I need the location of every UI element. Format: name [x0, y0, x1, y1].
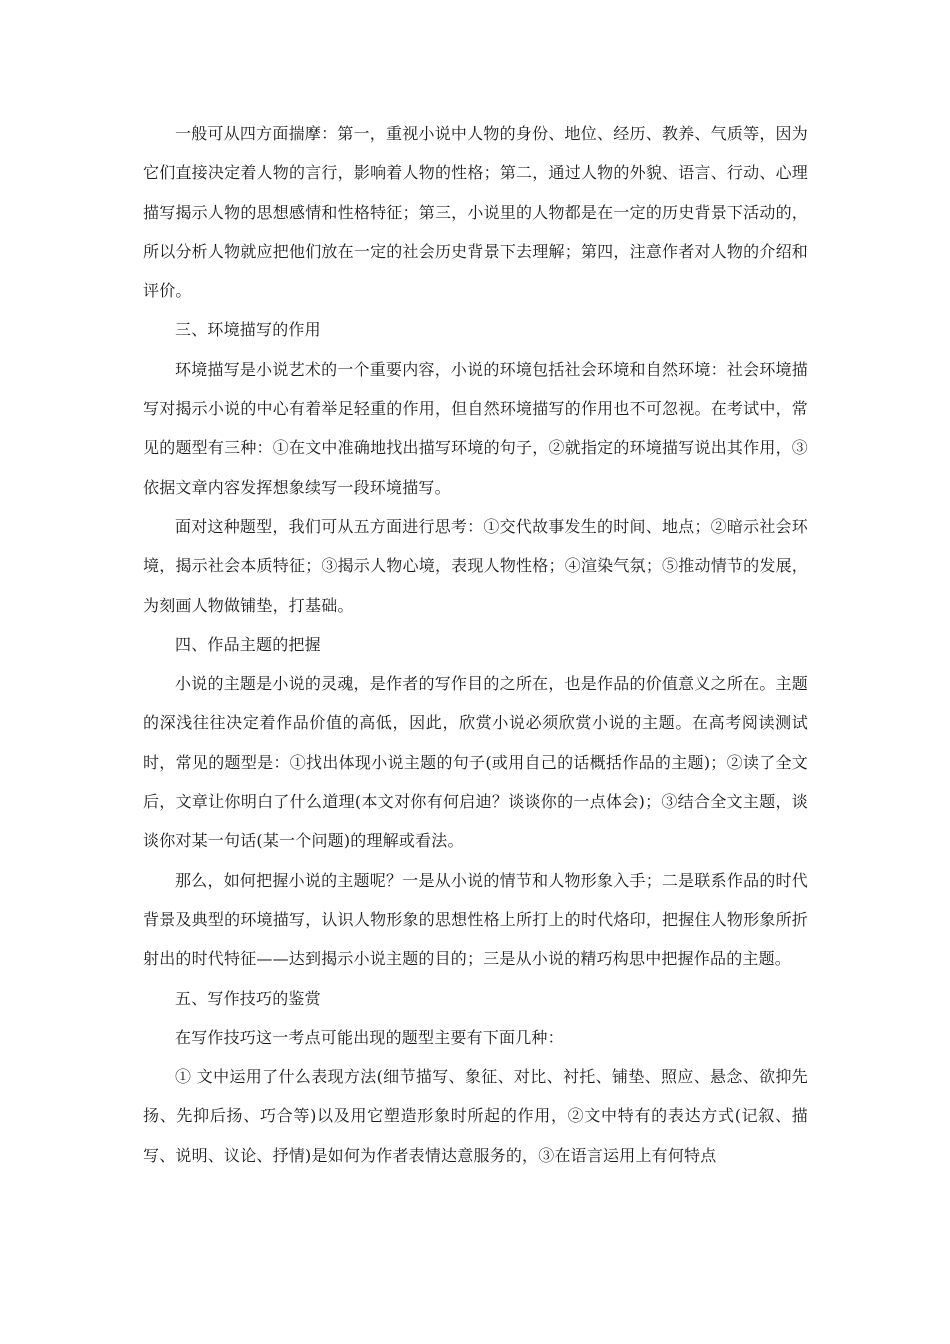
paragraph-character-analysis: 一般可从四方面揣摩：第一，重视小说中人物的身份、地位、经历、教养、气质等，因为它们直接决定着人物的言行，影响着人物的性格；第二，通过人物的外貌、语言、行动、心理描写揭示人物的思想感情和性格特征；第三，小说里的人物都是在一定的历史背景下活动的，所以分析人物就应把他们放在一定的社会历史背景下去理解；第四，注意作者对人物的介绍和评价。 — [143, 124, 808, 301]
section-heading-environment: 三、环境描写的作用 — [175, 320, 321, 340]
section-heading-technique: 五、写作技巧的鉴赏 — [175, 988, 321, 1008]
paragraph-environment-intro: 环境描写是小说艺术的一个重要内容，小说的环境包括社会环境和自然环境：社会环境描写对揭示小说的中心有着举足轻重的作用，但自然环境描写的作用也不可忽视。在考试中，常见的题型有三种：①在文中准确地找出描写环境的句子，②就指定的环境描写说出其作用，③依据文章内容发挥想象续写一段环境描写。 — [143, 359, 808, 497]
paragraph-theme-intro: 小说的主题是小说的灵魂，是作者的写作目的之所在，也是作品的价值意义之所在。主题的深浅往往决定着作品价值的高低，因此，欣赏小说必须欣赏小说的主题。在高考阅读测试时，常见的题型是：①找出体现小说主题的句子(或用自己的话概括作品的主题)；②读了全文后，文章让你明白了什么道理(本文对你有何启迪？谈谈你的一点体会)；③结合全文主题，谈谈你对某一句话(某一个问题)的理解或看法。 — [143, 674, 808, 851]
document-page — [143, 114, 808, 1175]
paragraph-technique-intro: 在写作技巧这一考点可能出现的题型主要有下面几种： — [175, 1027, 564, 1047]
section-heading-theme: 四、作品主题的把握 — [175, 634, 321, 654]
paragraph-technique-types: ① 文中运用了什么表现方法(细节描写、象征、对比、衬托、铺垫、照应、悬念、欲抑先扬、先抑后扬、巧合等)以及用它塑造形象时所起的作用，②文中特有的表达方式(记叙、描写、说明、议论、抒情)是如何为作者表情达意服务的，③在语言运用上有何特点 — [143, 1067, 808, 1165]
paragraph-theme-methods: 那么，如何把握小说的主题呢？一是从小说的情节和人物形象入手；二是联系作品的时代背景及典型的环境描写，认识人物形象的思想性格上所打上的时代烙印，把握住人物形象所折射出的时代特征——达到揭示小说主题的目的；三是从小说的精巧构思中把握作品的主题。 — [143, 870, 808, 969]
paragraph-environment-thinking: 面对这种题型，我们可从五方面进行思考：①交代故事发生的时间、地点；②暗示社会环境，揭示社会本质特征；③揭示人物心境，表现人物性格；④渲染气氛；⑤推动情节的发展，为刻画人物做铺垫，打基础。 — [143, 516, 808, 615]
